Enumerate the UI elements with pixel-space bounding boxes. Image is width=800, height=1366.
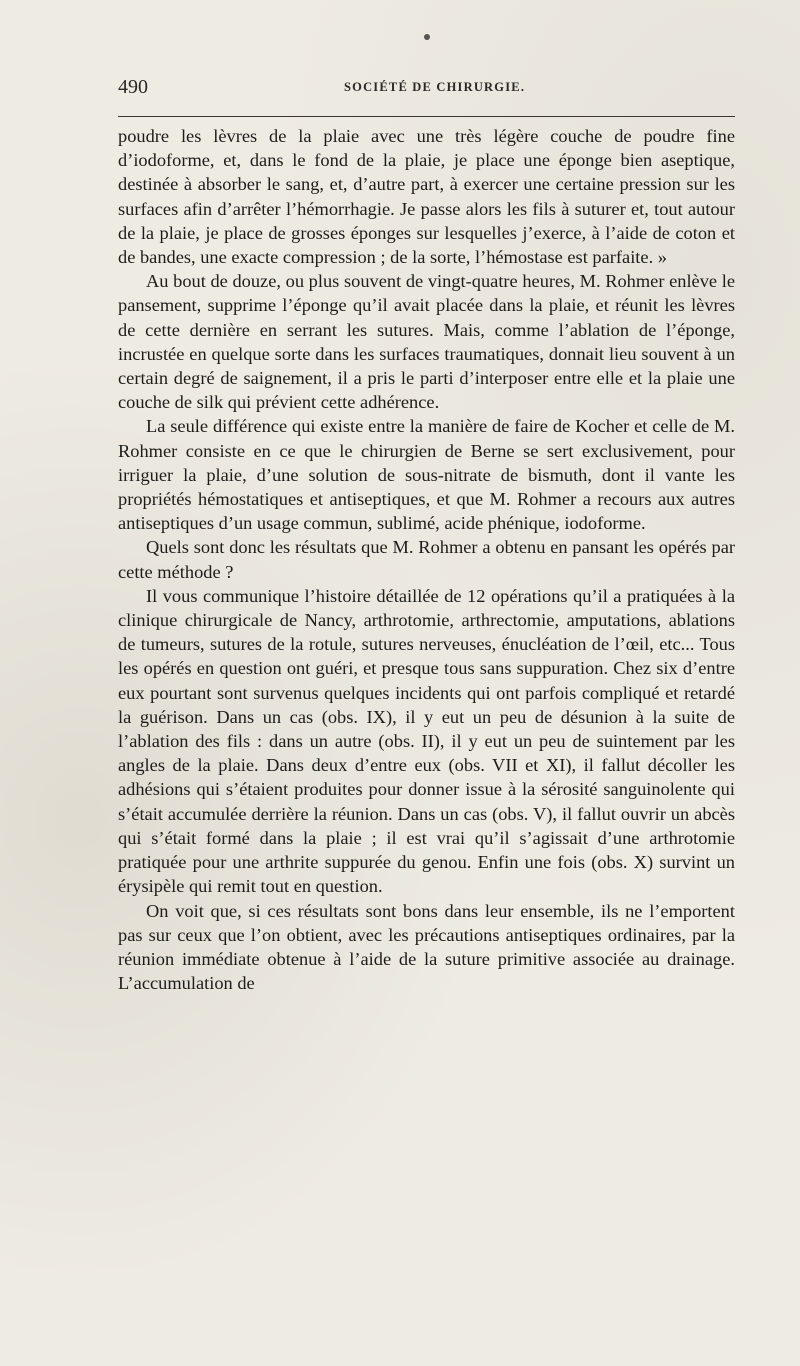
page-number: 490 xyxy=(118,76,148,98)
paragraph: Il vous communique l’histoire détaillée de 12 opérations qu’il a pratiquées à la clinique chirurgicale de Nancy, arthrotomie, arthrectomie, amputations, ablations de tumeurs, sutures de la rotule, sutures nerveuses, énucléation de l’œil, etc... Tous les opérés en question ont guéri, et presque tous sans suppuration. Chez six d’entre eux pourtant sont survenus quelques incidents qui ont parfois compliqué et retardé la guérison. Dans un cas (obs. IX), il y eut un peu de désunion à la suite de l’ablation des fils : dans un autre (obs. II), il y eut un peu de suintement par les angles de la plaie. Dans deux d’entre eux (obs. VII et XI), il fallut décoller les adhésions qui s’étaient produites pour donner issue à la sérosité sanguinolente qui s’était accumulée derrière la réunion. Dans un cas (obs. V), il fallut ouvrir un abcès qui s’était formé dans la plaie ; il est vrai qu’il s’agissait d’une arthrotomie pratiquée pour une arthrite suppurée du genou. Enfin une fois (obs. X) survint un érysipèle qui remit tout en question. xyxy=(118,585,735,897)
paragraph: Au bout de douze, ou plus souvent de vingt-quatre heures, M. Rohmer enlève le pansement, supprime l’éponge qu’il avait placée dans la plaie, et réunit les lèvres de cette dernière en serrant les sutures. Mais, comme l’ablation de l’éponge, incrustée en quelque sorte dans les surfaces traumatiques, donnait lieu souvent à un certain degré de saignement, il a pris le parti d’interposer entre elle et la plaie une couche de silk qui prévient cette adhérence. xyxy=(118,271,735,413)
header-rule xyxy=(118,116,735,117)
paragraph: La seule différence qui existe entre la manière de faire de Kocher et celle de M. Rohmer consiste en ce que le chirurgien de Berne se sert exclusivement, pour irriguer la plaie, d’une solution de sous-nitrate de bismuth, dont il vante les propriétés hémostatiques et antiseptiques, et que M. Rohmer a recours aux autres antiseptiques d’un usage commun, sublimé, acide phénique, iodoforme. xyxy=(118,416,735,534)
paragraph-continued: poudre les lèvres de la plaie avec une très légère couche de poudre fine d’iodoforme, et, dans le fond de la plaie, je place une éponge bien aseptique, destinée à absorber le sang, et, d’autre part, à exercer une certaine pression sur les surfaces afin d’arrêter l’hémorrhagie. Je passe alors les fils à suturer et, tout autour de la plaie, je place de grosses éponges sur lesquelles j’exerce, à l’aide de coton et de bandes, une exacte compression ; de la sorte, l’hémostase est parfaite. » xyxy=(118,126,735,268)
paragraph: Quels sont donc les résultats que M. Rohmer a obtenu en pansant les opérés par cette méthode ? xyxy=(118,537,735,582)
page-header xyxy=(118,72,738,102)
ink-dot-ornament xyxy=(424,34,430,40)
body-text xyxy=(118,124,735,995)
paragraph: On voit que, si ces résultats sont bons dans leur ensemble, ils ne l’emportent pas sur ceux que l’on obtient, avec les précautions antiseptiques ordinaires, par la réunion immédiate obtenue à l’aide de la suture primitive associée au drainage. L’accumulation de xyxy=(118,900,735,994)
running-head: SOCIÉTÉ DE CHIRURGIE. xyxy=(344,80,526,94)
